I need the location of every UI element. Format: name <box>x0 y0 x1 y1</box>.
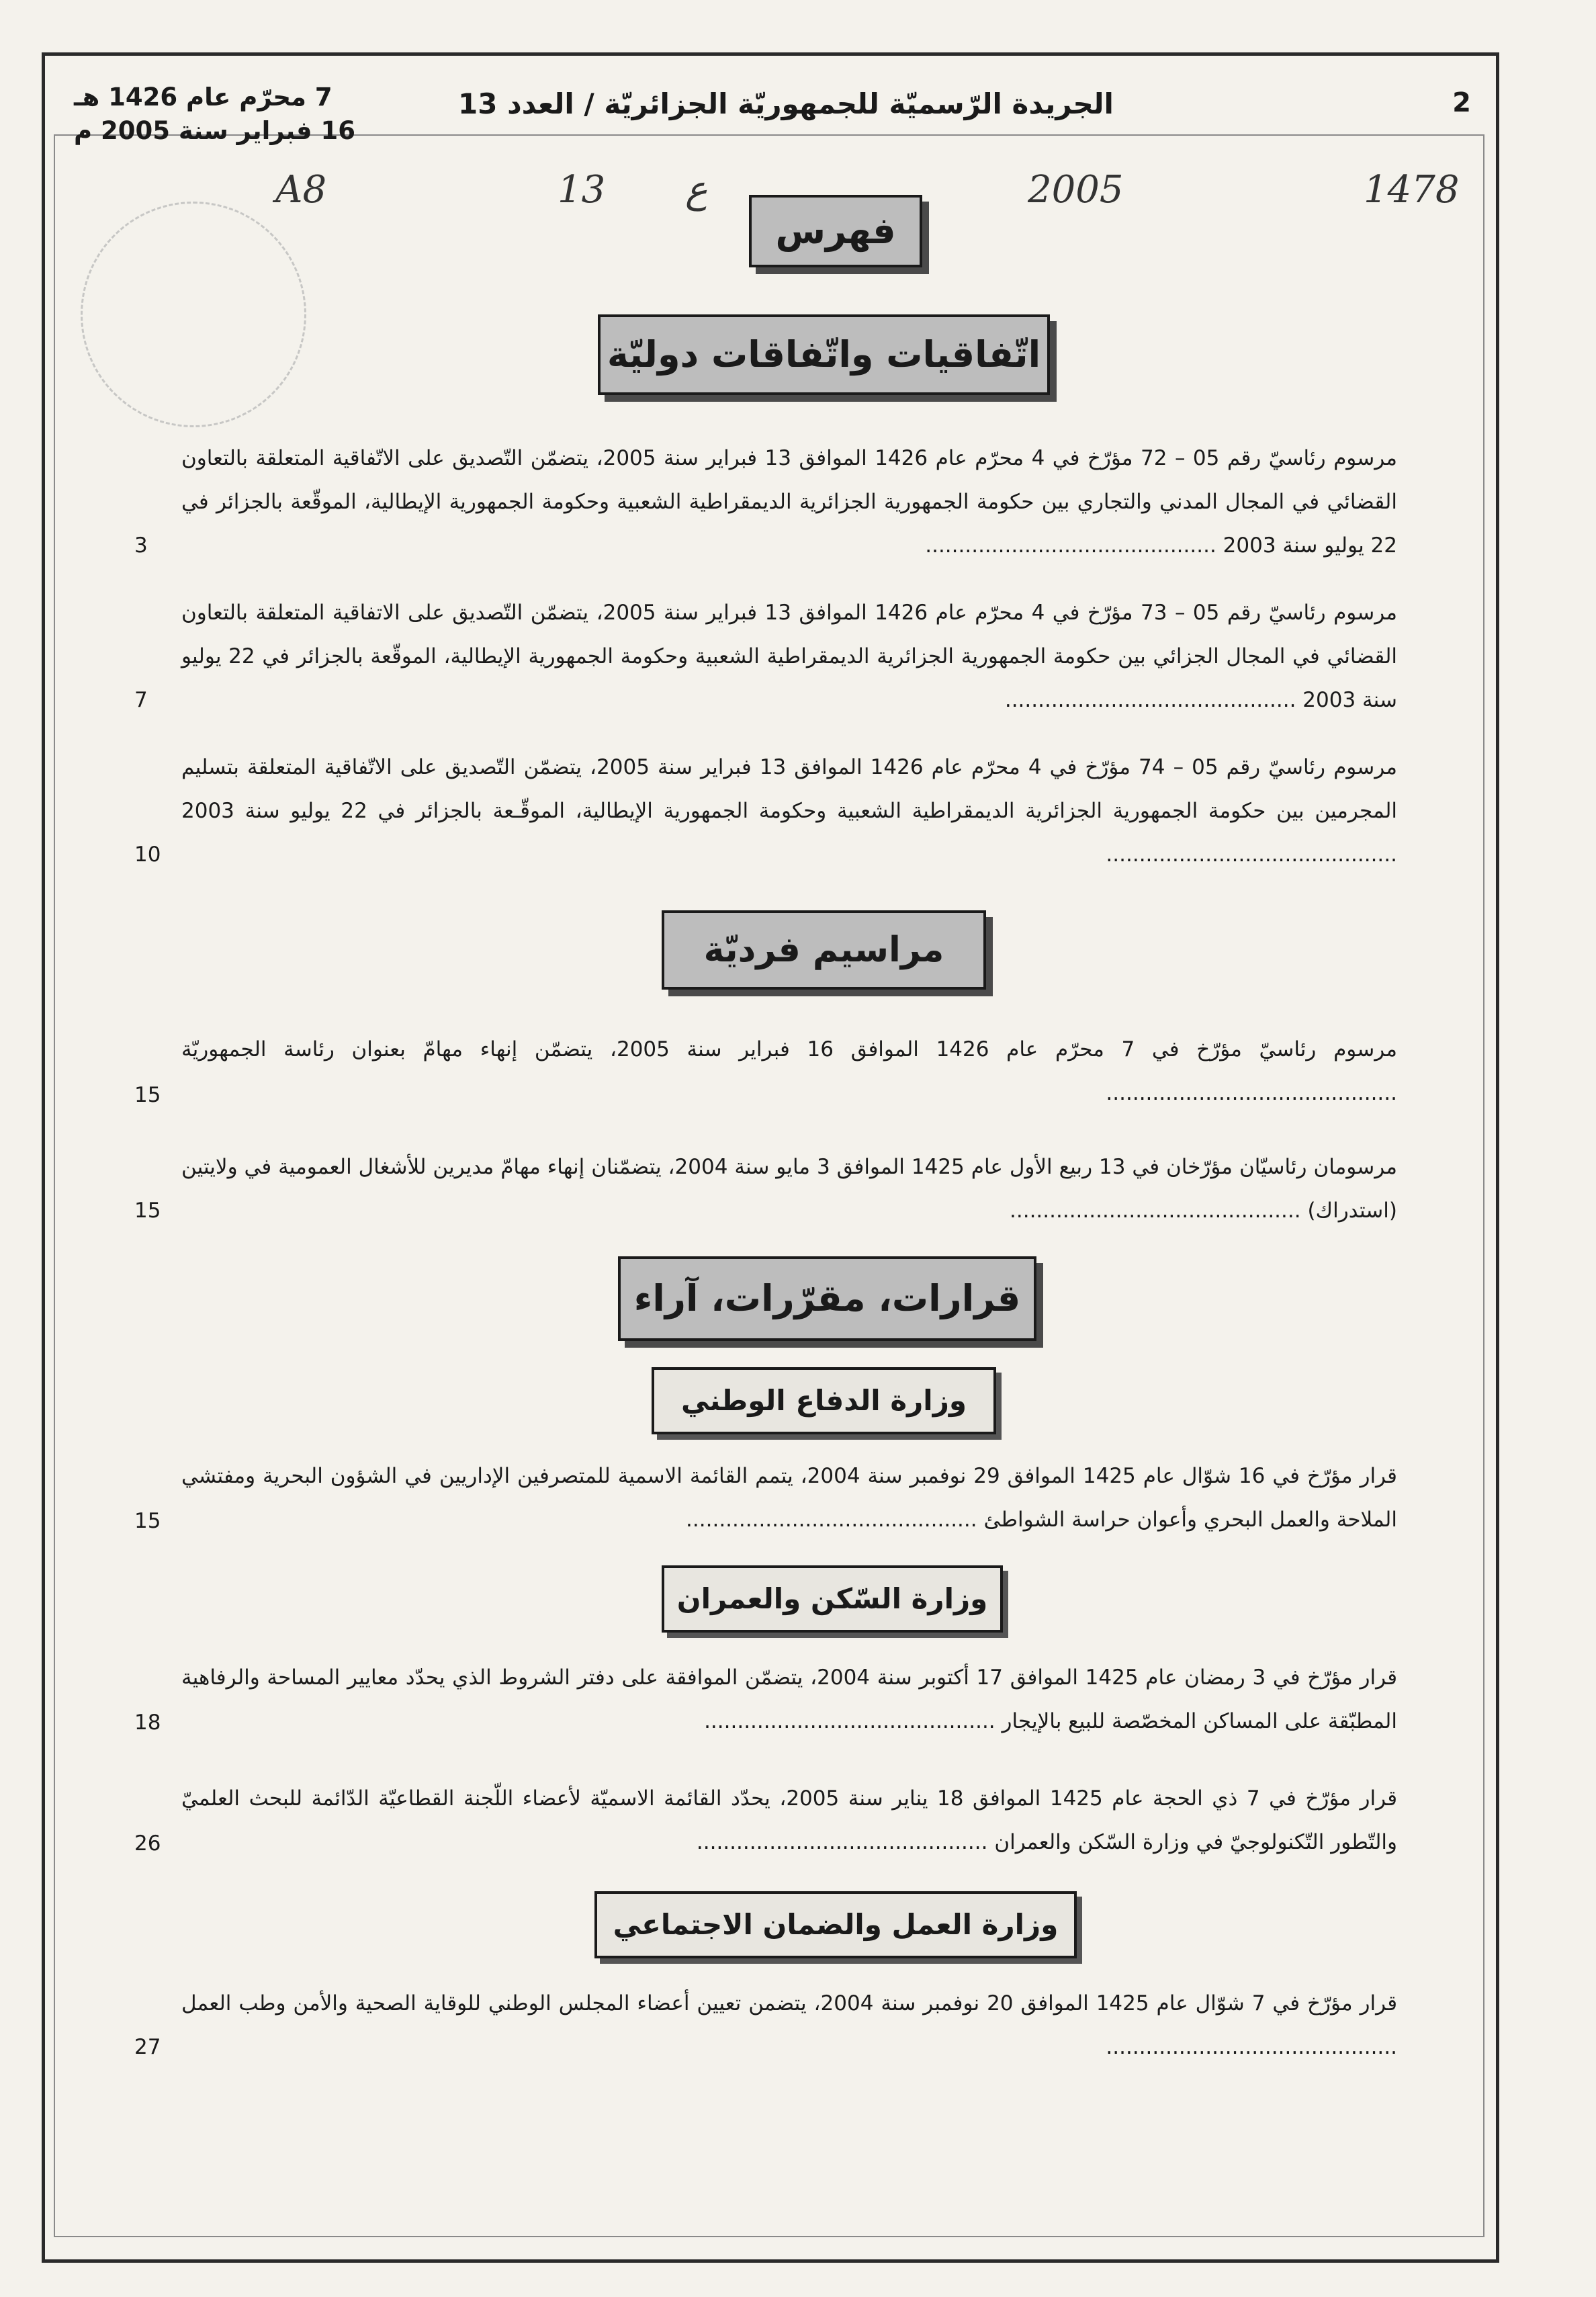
entry-page-number: 15 <box>134 1509 161 1533</box>
entry-text: مرسومان رئاسيّان مؤرّخان في 13 ربيع الأول عام 1425 الموافق 3 مايو سنة 2004، يتضمّنان إنهاء مهامّ مديرين للأشغال العمومية في ولايتين (استدراك) <box>181 1155 1397 1223</box>
toc-entry[interactable] <box>181 1656 1397 1743</box>
dot-leader: ............................................ <box>696 1830 988 1854</box>
dot-leader: ............................................ <box>1106 1081 1397 1105</box>
entry-text: مرسوم رئاسيّ رقم 05 – 73 مؤرّخ في 4 محرّم عام 1426 الموافق 13 فبراير سنة 2005، يتضمّن التّصديق على الاتفاقية المتعلقة بالتعاون القضائي في المجال الجزائي بين حكومة الجمهورية الجزائرية الديمقراطية الشعبية وحكومة الجمهورية الإيطالية، الموقّعة بالجزائر في 22 يوليو سنة 2003 <box>181 601 1397 712</box>
page-header <box>54 81 1484 161</box>
handwritten-note-5: A8 <box>275 168 327 212</box>
dot-leader: ............................................ <box>925 533 1216 558</box>
subsection-ministry-labor: وزارة العمل والضمان الاجتماعي <box>594 1891 1077 1958</box>
toc-entry[interactable] <box>181 1145 1397 1233</box>
entry-page-number: 15 <box>134 1083 161 1107</box>
entry-text: قرار مؤرّخ في 7 شوّال عام 1425 الموافق 20 نوفمبر سنة 2004، يتضمن تعيين أعضاء المجلس الوطني للوقاية الصحية والأمن وطب العمل <box>181 1991 1398 2016</box>
toc-entry[interactable] <box>181 437 1397 568</box>
gazette-title: الجريدة الرّسميّة للجمهوريّة الجزائريّة / العدد 13 <box>458 87 1114 120</box>
date-hijri: 7 محرّم عام 1426 هـ <box>74 83 332 112</box>
entry-text: قرار مؤرّخ في 16 شوّال عام 1425 الموافق 29 نوفمبر سنة 2004، يتمم القائمة الاسمية للمتصرفين الإداريين في الشؤون البحرية ومفتشي الملاحة والعمل البحري وأعوان حراسة الشواطئ <box>181 1464 1397 1532</box>
handwritten-note-4: 13 <box>558 168 606 212</box>
header-date <box>74 81 356 148</box>
entry-page-number: 10 <box>134 842 161 867</box>
toc-entry[interactable] <box>181 746 1397 877</box>
toc-entry[interactable] <box>181 1982 1397 2069</box>
section-title-international-agreements: اتّفاقيات واتّفاقات دوليّة <box>598 314 1050 395</box>
entry-page-number: 7 <box>134 688 148 712</box>
toc-entry[interactable] <box>181 1777 1397 1864</box>
toc-entry[interactable] <box>181 591 1397 722</box>
dot-leader: ............................................ <box>704 1709 995 1733</box>
entry-page-number: 26 <box>134 1831 161 1856</box>
entry-text: قرار مؤرّخ في 7 ذي الحجة عام 1425 الموافق 18 يناير سنة 2005، يحدّد القائمة الاسميّة لأعضاء اللّجنة القطاعيّة الدّائمة للبحث العلميّ والتّطور التّكنولوجيّ في وزارة السّكن والعمران <box>181 1786 1398 1854</box>
entry-page-number: 3 <box>134 533 148 558</box>
section-title-decisions: قرارات، مقرّرات، آراء <box>618 1256 1036 1341</box>
entry-text: مرسوم رئاسيّ رقم 05 – 72 مؤرّخ في 4 محرّم عام 1426 الموافق 13 فبراير سنة 2005، يتضمّن التّصديق على الاتّفاقية المتعلقة بالتعاون القضائي في المجال المدني والتجاري بين حكومة الجمهورية الجزائرية الديمقراطية الشعبية وحكومة الجمهورية الإيطالية، الموقّعة بالجزائر في 22 يوليو سنة 2003 <box>181 446 1397 558</box>
handwritten-note-2: 2005 <box>1028 168 1124 212</box>
dot-leader: ............................................ <box>1004 688 1296 712</box>
toc-entry[interactable] <box>181 1455 1397 1542</box>
entry-page-number: 27 <box>134 2035 161 2059</box>
entry-page-number: 18 <box>134 1710 161 1735</box>
dot-leader: ............................................ <box>1010 1199 1301 1223</box>
handwritten-note-3: ع <box>685 168 708 212</box>
dot-leader: ............................................ <box>1106 2035 1397 2059</box>
dot-leader: ............................................ <box>686 1508 977 1532</box>
entry-text: قرار مؤرّخ في 3 رمضان عام 1425 الموافق 17 أكتوبر سنة 2004، يتضمّن الموافقة على دفتر الشروط الذي يحدّد معايير المساحة والرفاهية المطبّقة على المساكن المخصّصة للبيع بالإيجار <box>181 1665 1398 1733</box>
entry-text: مرسوم رئاسيّ مؤرّخ في 7 محرّم عام 1426 الموافق 16 فبراير سنة 2005، يتضمّن إنهاء مهامّ بعنوان رئاسة الجمهوريّة <box>181 1037 1397 1061</box>
section-title-individual-decrees: مراسيم فرديّة <box>662 910 986 990</box>
toc-entry[interactable] <box>181 1028 1397 1115</box>
handwritten-note-1: 1478 <box>1364 168 1460 212</box>
entry-text: مرسوم رئاسيّ رقم 05 – 74 مؤرّخ في 4 محرّم عام 1426 الموافق 13 فبراير سنة 2005، يتضمّن التّصديق على الاتّفاقية المتعلقة بتسليم المجرمين بين حكومة الجمهورية الجزائرية الديمقراطية الشعبية وحكومة الجمهورية الإيطالية، الموقّـعة بالجزائر في 22 يوليو سنة 2003 <box>181 755 1397 823</box>
date-gregorian: 16 فبراير سنة 2005 م <box>74 116 355 145</box>
page-number: 2 <box>1452 87 1471 118</box>
entry-page-number: 15 <box>134 1199 161 1223</box>
index-title: فهرس <box>749 195 922 267</box>
subsection-ministry-housing: وزارة السّكن والعمران <box>662 1565 1003 1633</box>
subsection-ministry-defense: وزارة الدفاع الوطني <box>652 1367 996 1434</box>
dot-leader: ............................................ <box>1106 842 1397 867</box>
